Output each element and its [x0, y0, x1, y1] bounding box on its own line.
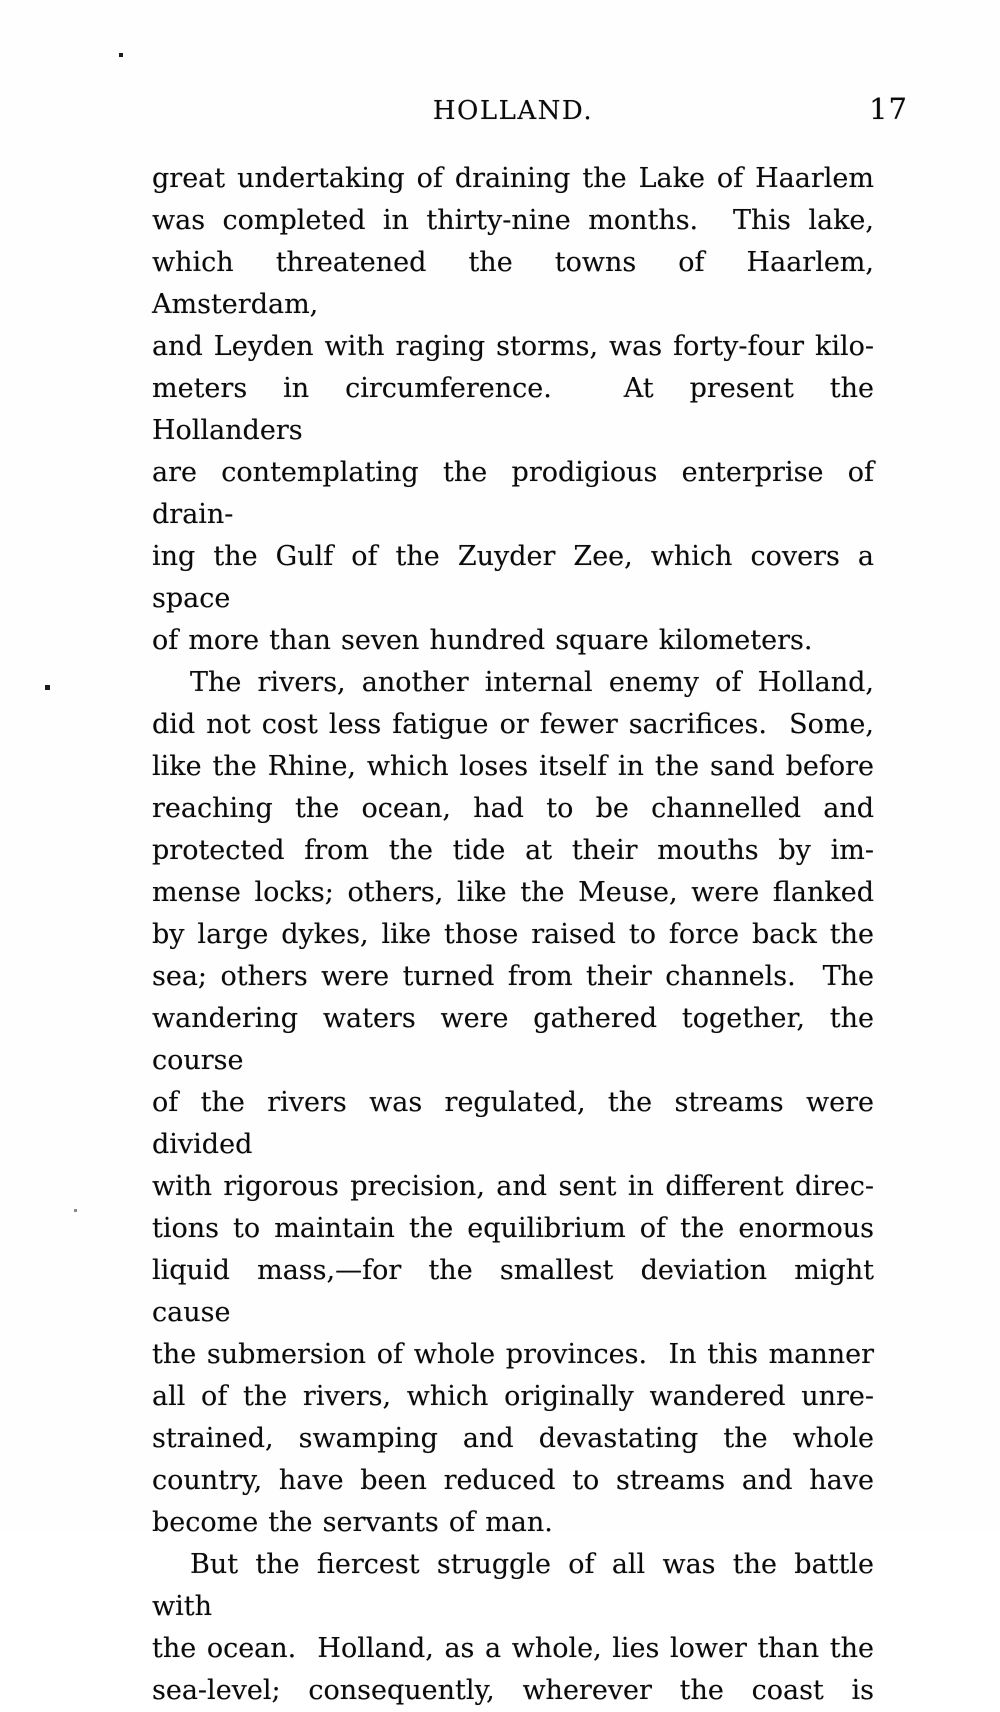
- page-header: [152, 92, 908, 132]
- text-line: of more than seven hundred square kilometers.: [152, 625, 813, 656]
- text-line: The rivers, another internal enemy of Holland,: [190, 667, 874, 698]
- text-line: which threatened the towns of Haarlem, Amsterdam,: [152, 247, 874, 320]
- text-line: sea-level; consequently, wherever the coast is: [152, 1675, 874, 1706]
- text-line: ing the Gulf of the Zuyder Zee, which covers a space: [152, 541, 874, 614]
- text-line: and Leyden with raging storms, was forty-four kilo-: [152, 331, 874, 362]
- text-line: But the fiercest struggle of all was the battle with: [152, 1549, 874, 1622]
- text-line: protected from the tide at their mouths by im-: [152, 835, 874, 866]
- text-line: the submersion of whole provinces. In this manner: [152, 1339, 874, 1370]
- text-line: did not cost less fatigue or fewer sacrifices. Some,: [152, 709, 874, 740]
- text-line: wandering waters were gathered together, the course: [152, 1003, 874, 1076]
- paragraph: [152, 662, 874, 1544]
- text-line: like the Rhine, which loses itself in the sand before: [152, 751, 874, 782]
- text-line: with rigorous precision, and sent in different direc-: [152, 1171, 874, 1202]
- paragraph: [152, 1544, 874, 1712]
- text-line: reaching the ocean, had to be channelled and: [152, 793, 874, 824]
- text-line: sea; others were turned from their channels. The: [152, 961, 874, 992]
- running-title: HOLLAND.: [432, 96, 594, 126]
- text-line: mense locks; others, like the Meuse, were flanked: [152, 877, 874, 908]
- text-line: meters in circumference. At present the Hollanders: [152, 373, 874, 446]
- scan-speck: [74, 1209, 77, 1212]
- page-body: [152, 158, 874, 1712]
- text-line: the ocean. Holland, as a whole, lies lower than the: [152, 1633, 874, 1664]
- text-line: was completed in thirty-nine months. This lake,: [152, 205, 874, 236]
- text-line: are contemplating the prodigious enterprise of drain-: [152, 457, 874, 530]
- text-line: liquid mass,—for the smallest deviation might cause: [152, 1255, 874, 1328]
- text-line: become the servants of man.: [152, 1507, 553, 1538]
- scan-speck: [45, 685, 50, 690]
- text-line: strained, swamping and devastating the whole: [152, 1423, 874, 1454]
- text-line: tions to maintain the equilibrium of the enormous: [152, 1213, 874, 1244]
- paragraph: [152, 158, 874, 662]
- text-line: country, have been reduced to streams and have: [152, 1465, 874, 1496]
- page-number: 17: [869, 92, 908, 126]
- text-line: by large dykes, like those raised to force back the: [152, 919, 874, 950]
- text-line: all of the rivers, which originally wandered unre-: [152, 1381, 874, 1412]
- scan-speck: [119, 53, 123, 57]
- text-line: great undertaking of draining the Lake of Haarlem: [152, 163, 874, 194]
- text-line: of the rivers was regulated, the streams were divided: [152, 1087, 874, 1160]
